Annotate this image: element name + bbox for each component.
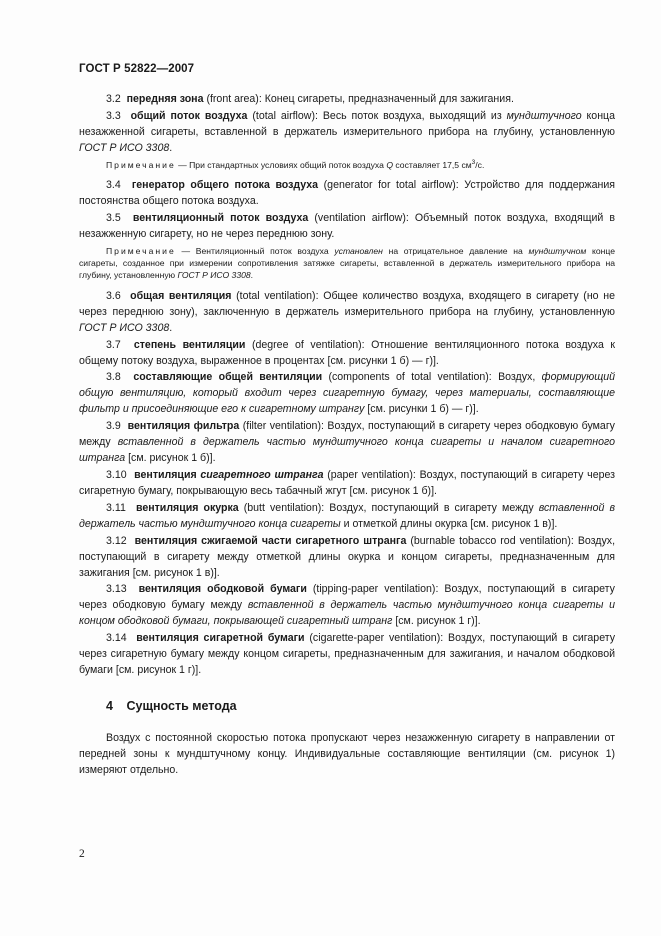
item-number: 3.9 — [106, 420, 121, 433]
section-paragraph: Воздух с постоянной скоростью потока пропускают через незажженную сигарету в направлении от передней зоны к мундштучному концу. Индивидуальные составляющие вентиляции (см. рисунок 1) измеряют отдельно. — [79, 732, 615, 777]
term-en: (cigarette-paper ventilation): — [309, 632, 444, 645]
note-symbol: Q — [386, 159, 393, 170]
item-number: 3.7 — [106, 338, 121, 351]
term: общий поток воздуха — [130, 109, 248, 122]
definition-3-11 — [79, 500, 615, 532]
item-number: 3.10 — [106, 468, 127, 481]
definition-text: . — [169, 141, 173, 154]
note-text: /с. — [475, 159, 485, 170]
note-text: на отрицательное давление на — [388, 245, 523, 256]
term-en: (ventilation airflow): — [314, 211, 409, 224]
definition-3-2 — [79, 91, 615, 107]
definition-text: [см. рисунок 1 г)]. — [395, 615, 481, 628]
term: вентиляция фильтра — [127, 420, 240, 433]
definition-text: Воздух, поступающий в сигарету через ободковую бумагу между — [79, 583, 615, 612]
item-number: 3.6 — [106, 289, 121, 302]
definition-3-4 — [79, 177, 615, 209]
item-number: 3.8 — [106, 371, 121, 384]
term: генератор общего потока воздуха — [131, 179, 319, 192]
definition-text: Воздух, поступающий в сигарету между отметкой длины окурка и концом сигареты, предназначенным для зажигания [см. рисунок 1 в)]. — [79, 534, 616, 579]
term: общая вентиляция — [130, 289, 232, 302]
definition-3-9 — [79, 418, 615, 466]
note-text: конце сигареты, созданное при измерении сопротивления затяжке сигареты, вставленной в держатель измерительного прибора на глубину, установленную — [79, 245, 616, 281]
standard-header: ГОСТ Р 52822—2007 — [79, 63, 195, 75]
note-1 — [79, 159, 615, 171]
term-en: (total airflow): — [252, 109, 318, 122]
standard-reference: ГОСТ Р ИСО 3308 — [79, 321, 170, 334]
term: вентиляция ободковой бумаги — [138, 583, 307, 596]
term-en: (components of total ventilation): — [328, 371, 492, 384]
definition-text: Воздух, поступающий в сигарету через сигаретную бумагу между концом сигареты, предназначенным для зажигания, и началом ободковой бумаги [см. рисунок 1 г)]. — [79, 632, 616, 677]
term-en: (generator for total airflow): — [323, 179, 459, 192]
item-number: 3.11 — [106, 501, 126, 514]
definition-3-8 — [79, 369, 615, 417]
definition-text: Общее количество воздуха, входящего в сигарету (но не через переднюю зону), заключенную в держатель измерительного прибора на глубину, установленную — [79, 289, 615, 318]
definition-text: [см. рисунки 1 б) — г)]. — [367, 403, 479, 416]
term: вентиляция окурка — [135, 501, 239, 514]
definition-text: Воздух, поступающий в сигарету через сигаретную бумагу, покрывающую весь табачный жгут [см. рисунок 1 б)]. — [79, 468, 615, 497]
note-text: . — [250, 270, 254, 281]
term-en: (paper ventilation): — [327, 468, 416, 481]
item-number: 3.14 — [106, 632, 127, 645]
definition-text: Объемный поток воздуха, входящий в незажженную сигарету, но не через переднюю зону. — [79, 211, 615, 240]
definition-italic: вставленной в держатель частью мундштучного конца сигареты и началом сигаретного штранга — [79, 436, 615, 465]
definition-3-7 — [79, 337, 615, 369]
note-text: составляет 17,5 см — [395, 159, 472, 170]
term: вентиляция — [134, 468, 197, 481]
definition-3-5 — [79, 210, 615, 242]
page-number: 2 — [79, 848, 85, 860]
term: передняя зона — [126, 93, 204, 105]
note-label: Примечание — [106, 245, 176, 256]
item-number: 3.2 — [106, 93, 121, 105]
definition-text: конца незажженной сигареты, вставленной в держатель измерительного прибора на глубину, установленную — [79, 109, 616, 138]
definition-italic: мундштучного — [506, 109, 582, 122]
standard-reference: ГОСТ Р ИСО 3308 — [79, 141, 170, 154]
term-en: (tipping-paper ventilation): — [312, 583, 439, 596]
definition-text: Отношение вентиляционного потока воздуха к общему потоку воздуха, выраженное в процентах [см. рисунки 1 б) — г)]. — [79, 338, 616, 367]
term-en: (butt ventilation): — [243, 501, 325, 514]
definition-text: Воздух, поступающий в сигарету через ободковую бумагу между — [79, 420, 615, 449]
term-en: (total ventilation): — [236, 289, 319, 302]
section-number: 4 — [106, 699, 113, 714]
term: составляющие общей вентиляции — [133, 371, 323, 384]
note-text: — Вентиляционный поток воздуха — [181, 245, 329, 256]
term: вентиляционный поток воздуха — [132, 211, 309, 224]
item-number: 3.5 — [106, 211, 121, 224]
definition-3-13 — [79, 581, 615, 629]
note-2 — [79, 245, 615, 282]
definition-italic: формирующий общую вентиляцию, который входит через сигаретную бумагу, через материалы, составляющие фильтр и присоединяющие его к сигаретному штрангу — [79, 371, 615, 416]
definition-3-14 — [79, 630, 615, 678]
note-italic: установлен — [334, 245, 383, 256]
definition-text: [см. рисунок 1 б)]. — [128, 452, 216, 465]
definition-italic: вставленной в держатель частью мундштучного конца сигареты — [79, 501, 615, 530]
definition-text: Устройство для поддержания постоянства общего потока воздуха. — [79, 179, 615, 208]
term-en: (filter ventilation): — [242, 420, 324, 433]
definition-text: Воздух, поступающий в сигарету между — [329, 501, 534, 514]
term-en: (front area): — [206, 93, 262, 105]
definition-text: Весь поток воздуха, выходящий из — [322, 109, 502, 122]
note-label: Примечание — [106, 159, 176, 170]
item-number: 3.3 — [106, 109, 121, 122]
section-heading — [106, 699, 615, 713]
definition-text: . — [169, 321, 173, 334]
definition-3-12 — [79, 533, 615, 581]
item-number: 3.12 — [106, 534, 127, 547]
definition-3-10 — [79, 467, 615, 499]
definition-italic: вставленной в держатель частью мундштучного конца сигареты и концом ободковой бумаги, покрывающей сигаретный штранг — [79, 599, 615, 628]
section-title: Сущность метода — [126, 699, 237, 714]
term-en: (burnable tobacco rod ventilation): — [410, 534, 574, 547]
definition-text: Воздух, — [498, 371, 536, 384]
definition-3-6 — [79, 288, 615, 336]
term-en: (degree of ventilation): — [251, 338, 365, 351]
item-number: 3.4 — [106, 179, 121, 192]
definition-text: Конец сигареты, предназначенный для зажигания. — [264, 93, 514, 105]
standard-reference: ГОСТ Р ИСО 3308 — [177, 270, 251, 281]
definition-3-3 — [79, 108, 615, 156]
page-content — [79, 91, 615, 779]
term-italic: сигаретного штранга — [200, 468, 324, 481]
term: вентиляция сигаретной бумаги — [136, 632, 305, 645]
term: степень вентиляции — [133, 338, 246, 351]
item-number: 3.13 — [106, 583, 127, 596]
note-italic: мундштучном — [528, 245, 587, 256]
term: вентиляция сжигаемой части сигаретного штранга — [134, 534, 407, 547]
note-text: — При стандартных условиях общий поток воздуха — [178, 159, 384, 170]
definition-text: и отметкой длины окурка [см. рисунок 1 в)]. — [343, 517, 558, 530]
superscript: 3 — [471, 158, 476, 166]
